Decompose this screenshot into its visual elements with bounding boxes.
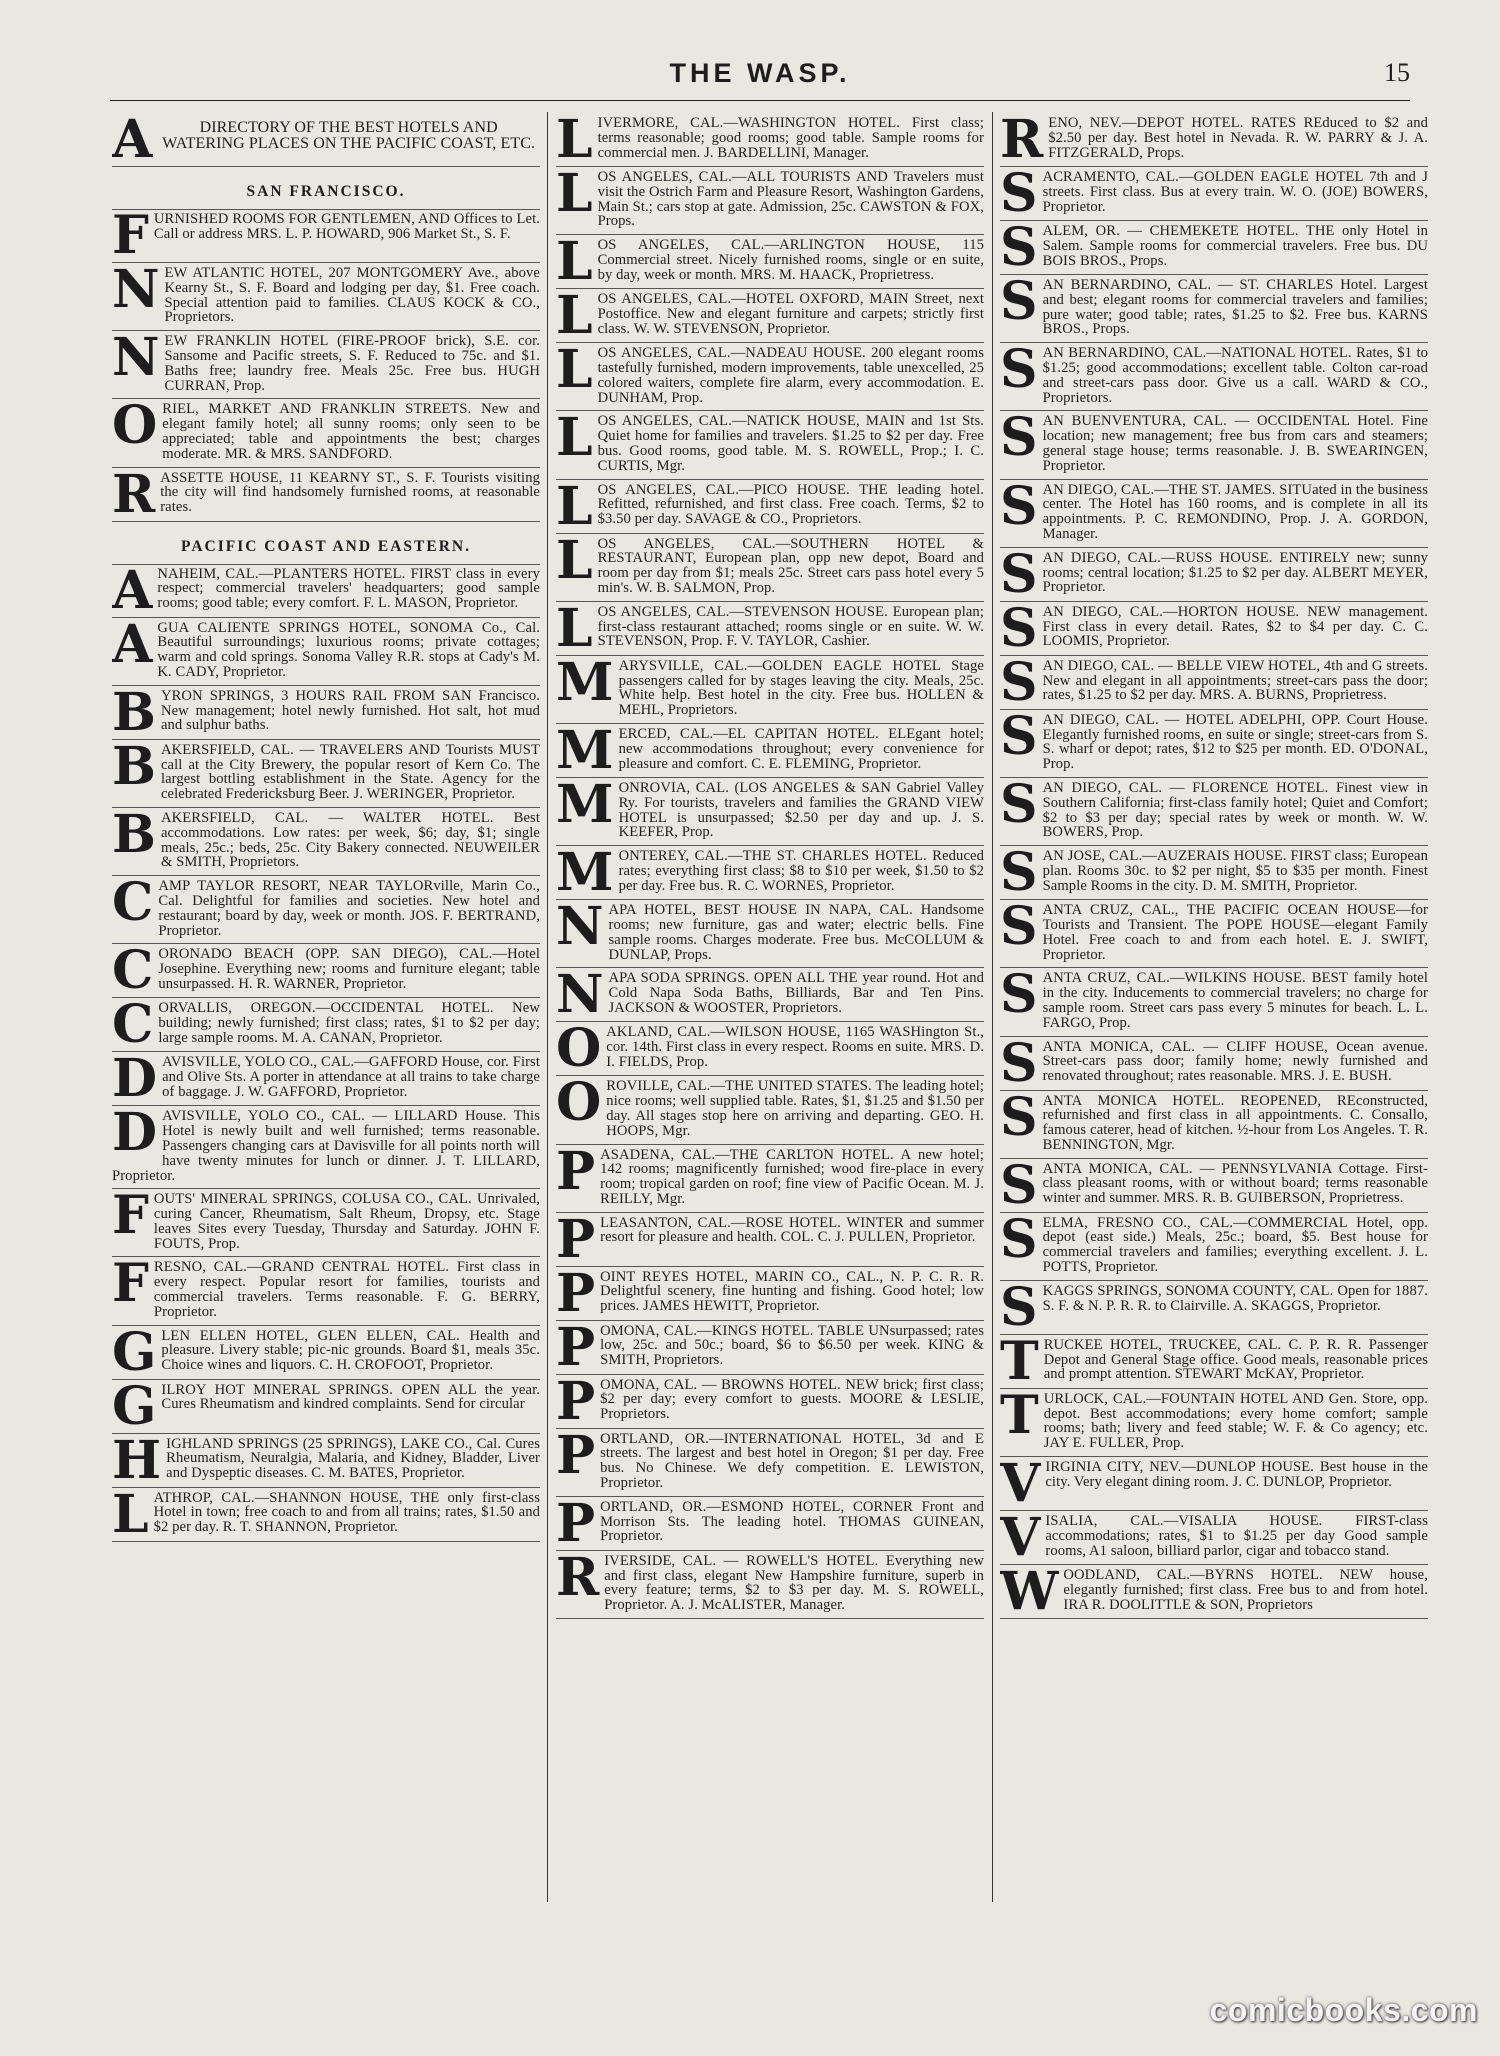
drop-cap: F	[112, 1257, 149, 1315]
drop-cap: P	[556, 1320, 596, 1375]
listing-entry	[556, 778, 984, 846]
listing-text: ONROVIA, CAL. (LOS ANGELES & SAN Gabriel Valley Ry. For tourists, travelers and families the GRAND VIEW HOTEL is unsurpassed; $2.50 per day and up. J. S. KEEFER, Prop.	[618, 779, 984, 841]
listing-text: AVISVILLE, YOLO CO., CAL. — LILLARD House. This Hotel is newly built and well furnished; terms reasonable. Passengers changing cars at Davisville for all points north will have twenty minutes for lunch or dinner. J. T. LILLARD, Proprietor.	[112, 1108, 540, 1184]
column-3	[1000, 114, 1428, 1900]
listing-entry	[556, 343, 984, 411]
listing-group-san-francisco	[112, 210, 540, 522]
listing-text: IRGINIA CITY, NEV.—DUNLOP HOUSE. Best house in the city. Very elegant dining room. J. C. DUNLOP, Proprietor.	[1045, 1459, 1428, 1490]
drop-cap: T	[1000, 1388, 1039, 1446]
listing-entry	[1000, 411, 1428, 479]
listing-text: AN BERNARDINO, CAL. — ST. CHARLES Hotel. Largest and best; elegant rooms for commercial travelers and families; pure water; good table; rates, $1.25 to $2. Free bus. KARNS BROS., Props.	[1042, 277, 1428, 338]
listing-text: IGHLAND SPRINGS (25 SPRINGS), LAKE CO., Cal. Cures Rheumatism, Neuralgia, Malaria, and Kidney, Bladder, Liver and Dyspeptic diseases. C. M. BATES, Proprietor.	[166, 1435, 540, 1482]
drop-cap: L	[556, 235, 593, 290]
drop-cap: L	[556, 411, 593, 469]
column-2	[556, 114, 984, 1900]
listing-entry	[112, 876, 540, 944]
listing-text: ANTA CRUZ, CAL.—WILKINS HOUSE. BEST family hotel in the city. Inducements to commercial travelers; no charge for sample room. Street cars pass every 5 minutes for beach. L. L. FARGO, Prop.	[1042, 970, 1428, 1031]
section-heading-san-francisco: SAN FRANCISCO.	[112, 167, 540, 210]
listing-entry	[112, 331, 540, 399]
listing-text: OS ANGELES, CAL.—NATICK HOUSE, MAIN and 1st Sts. Quiet home for families and travelers. $1.25 to $2 per day. Free bus. Good rooms, good table. M. S. ROWELL, Prop.; I. C. CURTIS, Mgr.	[597, 413, 984, 474]
drop-cap: N	[112, 331, 160, 389]
drop-cap: O	[556, 1022, 602, 1077]
listing-text: ORVALLIS, OREGON.—OCCIDENTAL HOTEL. New building; newly furnished; first class; rates, $1 to $2 per day; large sample rooms. M. A. CANAN, Proprietor.	[158, 1000, 540, 1046]
page-number: 15	[1384, 58, 1410, 87]
listing-entry	[112, 740, 540, 808]
listing-text: ALEM, OR. — CHEMEKETE HOTEL. THE only Hotel in Salem. Sample rooms for commercial travelers. Free bus. DU BOIS BROS., Props.	[1042, 223, 1428, 269]
listing-entry	[1000, 480, 1428, 548]
listing-text: OS ANGELES, CAL.—ALL TOURISTS AND Travelers must visit the Ostrich Farm and Pleasure Resort, Washington Gardens, Main St.; cars stop at gate. Admission, 25c. CAWSTON & FOX, Props.	[597, 169, 984, 230]
drop-cap: P	[556, 1266, 596, 1321]
listing-text: AN DIEGO, CAL. — FLORENCE HOTEL. Finest view in Southern California; first-class family hotel; Quiet and Comfort; $2 to $3 per day; special rates by week or month. W. W. BOWERS, Prop.	[1042, 779, 1428, 841]
listing-entry	[556, 1076, 984, 1144]
listing-group-pacific	[112, 565, 540, 1542]
listing-text: GUA CALIENTE SPRINGS HOTEL, SONOMA Co., Cal. Beautiful surroundings; luxurious rooms; private cottages; warm and cold springs. Sonoma Valley R.R. stops at Cady's M. K. CADY, Proprietor.	[157, 619, 540, 680]
listing-text: OUTS' MINERAL SPRINGS, COLUSA CO., CAL. Unrivaled, curing Cancer, Rheumatism, Salt Rheum, Dropsy, etc. Stage leaves Sites every Tuesday, Thursday and Saturday. JOHN F. FOUTS, Prop.	[153, 1191, 540, 1252]
listing-entry	[556, 1267, 984, 1321]
listing-entry	[1000, 1213, 1428, 1281]
listing-text: AKERSFIELD, CAL. — TRAVELERS AND Tourists MUST call at the City Brewery, the popular resort of Kern Co. The largest bottling establishment in the State. Agency for the celebrated Fredericksburg Beer. J. WERINGER, Proprietor.	[160, 741, 540, 803]
listing-text: LEASANTON, CAL.—ROSE HOTEL. WINTER and summer resort for pleasure and health. COL. C. J. PULLEN, Proprietor.	[600, 1214, 984, 1246]
drop-cap: L	[556, 343, 593, 401]
listing-text: APA HOTEL, BEST HOUSE IN NAPA, CAL. Handsome rooms; new furniture, gas and water; electric bells. Fine sample rooms. Charges moderate. Free bus. McCOLLUM & DUNLAP, Props.	[608, 902, 984, 963]
listing-entry	[556, 602, 984, 656]
drop-cap: M	[556, 846, 614, 901]
listing-entry	[112, 1106, 540, 1189]
column-divider	[992, 112, 993, 1902]
listing-text: ROVILLE, CAL.—THE UNITED STATES. The leading hotel; nice rooms; well supplied table. Rates, $1, $1.25 and $1.50 per day. All stages stop here on arriving and departing. GEO. H. HOOPS, Mgr.	[606, 1078, 984, 1139]
listing-text: ORTLAND, OR.—ESMOND HOTEL, CORNER Front and Morrison Sts. The leading hotel. THOMAS GUINEAN, Proprietor.	[600, 1498, 984, 1545]
listing-text: AMP TAYLOR RESORT, NEAR TAYLORville, Marin Co., Cal. Delightful for families and societies. New hotel and restaurant; board by day, week or month. JOS. F. BERTRAND, Proprietor.	[158, 878, 540, 939]
listing-text: AN DIEGO, CAL.—HORTON HOUSE. NEW management. First class in every detail. Rates, $2 to $4 per day. C. C. LOOMIS, Proprietor.	[1042, 603, 1428, 650]
listing-entry	[1000, 656, 1428, 710]
listing-text: YRON SPRINGS, 3 HOURS RAIL FROM SAN Francisco. New management; hotel newly furnished. Hot salt, hot mud and sulphur baths.	[160, 687, 540, 734]
listing-entry	[556, 1145, 984, 1213]
listing-entry	[556, 968, 984, 1022]
drop-cap: L	[556, 114, 593, 167]
listing-entry	[112, 808, 540, 876]
listing-text: ISALIA, CAL.—VISALIA HOUSE. FIRST-class accommodations; rates, $1 to $1.25 per day Good sample rooms, A1 saloon, billiard parlor, cigar and tobacco stand.	[1045, 1513, 1428, 1559]
drop-cap: C	[112, 998, 154, 1053]
drop-cap: R	[1000, 114, 1044, 167]
drop-cap: S	[1000, 411, 1038, 469]
listing-entry	[1000, 1457, 1428, 1511]
listing-entry	[112, 263, 540, 331]
listing-text: ARYSVILLE, CAL.—GOLDEN EAGLE HOTEL Stage passengers called for by stages leaving the city. Meals, 25c. White help. Best hotel in the city. Free bus. HOLLEN & MEHL, Proprietors.	[618, 657, 984, 719]
listing-entry	[1000, 1511, 1428, 1565]
column-1	[112, 114, 540, 1900]
intro-text: DIRECTORY OF THE BEST HOTELS AND WATERING PLACES ON THE PACIFIC COAST, ETC.	[162, 119, 536, 152]
drop-cap: P	[556, 1496, 596, 1551]
drop-cap: G	[112, 1325, 157, 1380]
drop-cap: C	[112, 944, 154, 999]
drop-cap: O	[112, 399, 158, 457]
listing-text: AN DIEGO, CAL.—THE ST. JAMES. SITUated in the business center. The Hotel has 160 rooms, and is complete in all its appointments. P. C. REMONDINO, Prop. J. A. GORDON, Manager.	[1042, 481, 1428, 542]
listing-text: OS ANGELES, CAL.—STEVENSON HOUSE. European plan; first-class restaurant attached; rooms single or en suite. W. W. STEVENSON, Prop. F. V. TAYLOR, Cashier.	[597, 603, 984, 650]
drop-cap: L	[112, 1487, 149, 1542]
listing-entry	[112, 399, 540, 467]
drop-cap: P	[556, 1374, 596, 1429]
listing-text: OS ANGELES, CAL.—PICO HOUSE. THE leading hotel. Refitted, refurnished, and first class. Free coach. Terms, $2 to $3.50 per day. SAVAGE & CO., Proprietors.	[597, 481, 984, 528]
listing-text: URLOCK, CAL.—FOUNTAIN HOTEL AND Gen. Store, opp. depot. Best accommodations; every home comfort; sample rooms; bath; livery and feed stable; W. F. & Co agency; etc. JAY E. FULLER, Prop.	[1043, 1390, 1428, 1452]
drop-cap: F	[112, 1189, 149, 1247]
drop-cap: M	[556, 777, 614, 835]
listing-text: OS ANGELES, CAL.—SOUTHERN HOTEL & RESTAURANT, European plan, opp new depot, Board and room per day from $1; meals 25c. Street cars pass hotel every 5 min's. W. B. SALMON, Prop.	[597, 535, 984, 596]
listing-text: KAGGS SPRINGS, SONOMA COUNTY, CAL. Open for 1887. S. F. & N. P. R. R. to Clairville. A. SKAGGS, Proprietor.	[1042, 1282, 1428, 1314]
listing-entry	[112, 1257, 540, 1325]
drop-cap: B	[112, 807, 156, 865]
listing-entry	[556, 1429, 984, 1497]
listing-entry	[112, 1189, 540, 1257]
listing-text: ASSETTE HOUSE, 11 KEARNY ST., S. F. Tourists visiting the city will find handsomely furnished rooms, at reasonable rates.	[160, 469, 540, 516]
drop-cap: S	[1000, 547, 1038, 602]
drop-cap: A	[112, 114, 153, 167]
drop-cap: S	[1000, 601, 1038, 656]
listing-text: AKERSFIELD, CAL. — WALTER HOTEL. Best accommodations. Low rates: per week, $6; day, $1; single meals, 25c.; beds, 25c. City Bakery connected. NEUWEILER & SMITH, Proprietors.	[160, 809, 540, 871]
listing-entry	[556, 846, 984, 900]
drop-cap: N	[556, 900, 604, 958]
listing-group-column-2	[556, 114, 984, 1619]
drop-cap: S	[1000, 1212, 1038, 1270]
drop-cap: R	[556, 1550, 600, 1608]
listing-entry	[1000, 343, 1428, 411]
drop-cap: S	[1000, 275, 1038, 332]
directory-intro	[112, 114, 540, 167]
listing-entry	[1000, 275, 1428, 343]
listing-entry	[1000, 778, 1428, 846]
listing-entry	[1000, 1565, 1428, 1619]
listing-text: AN JOSE, CAL.—AUZERAIS HOUSE. FIRST class; European plan. Rooms 30c. to $2 per night, $5 to $35 per month. Finest Sample Rooms in the city. D. M. SMITH, Proprietor.	[1042, 848, 1428, 894]
listing-entry	[1000, 1281, 1428, 1335]
listing-entry	[1000, 1389, 1428, 1457]
listing-entry	[556, 900, 984, 968]
listing-text: ANTA MONICA HOTEL. REOPENED, REconstructed, refurnished and first class in all appointments. C. Consallo, famous caterer, head of kitchen. ½-hour from Los Angeles. T. R. BENNINGTON, Mgr.	[1042, 1092, 1428, 1153]
drop-cap: P	[556, 1428, 596, 1486]
listing-entry	[556, 411, 984, 479]
drop-cap: N	[556, 968, 604, 1023]
listing-entry	[1000, 114, 1428, 167]
listing-entry	[556, 480, 984, 534]
drop-cap: T	[1000, 1334, 1039, 1389]
listing-text: AVISVILLE, YOLO CO., CAL.—GAFFORD House, cor. First and Olive Sts. A porter in attendance at all trains to take charge of baggage. J. W. GAFFORD, Proprietor.	[162, 1054, 540, 1100]
listing-entry	[1000, 900, 1428, 968]
listing-text: IVERMORE, CAL.—WASHINGTON HOTEL. First class; terms reasonable; good rooms; good table. Sample rooms for commercial men. J. BARDELLINI, Manager.	[597, 115, 984, 161]
drop-cap: S	[1000, 655, 1038, 710]
listing-text: ORTLAND, OR.—INTERNATIONAL HOTEL, 3d and E streets. The largest and best hotel in Oregon; $1 per day. Free bus. No Chinese. We defy competition. E. LEWISTON, Proprietor.	[600, 1430, 984, 1492]
drop-cap: W	[1000, 1565, 1059, 1620]
drop-cap: L	[556, 289, 593, 344]
listing-entry	[1000, 846, 1428, 900]
drop-cap: S	[1000, 479, 1038, 537]
listing-entry	[112, 210, 540, 263]
listing-entry	[1000, 602, 1428, 656]
drop-cap: S	[1000, 1158, 1038, 1213]
drop-cap: D	[112, 1106, 158, 1164]
drop-cap: B	[112, 685, 156, 740]
drop-cap: O	[556, 1076, 602, 1134]
listing-text: OMONA, CAL. — BROWNS HOTEL. NEW brick; first class; $2 per day; every comfort to guests. MOORE & LESLIE, Proprietors.	[600, 1376, 984, 1423]
drop-cap: S	[1000, 1280, 1038, 1335]
listing-entry	[1000, 968, 1428, 1036]
listing-text: ENO, NEV.—DEPOT HOTEL. RATES REduced to $2 and $2.50 per day. Best hotel in Nevada. R. W. PARRY & J. A. FITZGERALD, Props.	[1048, 115, 1428, 161]
listing-entry	[556, 1022, 984, 1076]
listing-text: ANTA MONICA, CAL. — PENNSYLVANIA Cottage. First-class pleasant rooms, with or without board; terms reasonable winter and summer. MRS. R. B. GUIBERSON, Proprietress.	[1042, 1160, 1428, 1207]
listing-entry	[112, 468, 540, 522]
listing-entry	[556, 235, 984, 289]
listing-text: IVERSIDE, CAL. — ROWELL'S HOTEL. Everything new and first class, elegant New Hampshire furniture, superb in every feature; terms, $2 to $3 per day. M. S. ROWELL, Proprietor. A. J. McALISTER, Manager.	[604, 1552, 984, 1614]
listing-text: RESNO, CAL.—GRAND CENTRAL HOTEL. First class in every respect. Popular resort for families, tourists and commercial travelers. Terms reasonable. F. G. BERRY, Proprietor.	[153, 1259, 540, 1320]
column-divider	[547, 112, 548, 1902]
drop-cap: S	[1000, 846, 1038, 901]
drop-cap: M	[556, 655, 614, 713]
listing-text: RUCKEE HOTEL, TRUCKEE, CAL. C. P. R. R. Passenger Depot and General Stage office. Good meals, reasonable prices and prompt attention. STEWART McKAY, Proprietor.	[1043, 1336, 1428, 1383]
listing-entry	[1000, 221, 1428, 275]
listing-text: AN BUENVENTURA, CAL. — OCCIDENTAL Hotel. Fine location; new management; free bus from cars and steamers; general stage house; terms reasonable. J. B. SWEARINGEN, Proprietor.	[1042, 413, 1428, 474]
listing-text: ELMA, FRESNO CO., CAL.—COMMERCIAL Hotel, opp. depot (east side.) Meals, 25c.; board, $5. Best house for commercial travelers and families; everything excellent. J. L. POTTS, Proprietor.	[1042, 1214, 1428, 1276]
listing-text: OODLAND, CAL.—BYRNS HOTEL. NEW house, elegantly furnished; first class. Free bus to and from hotel. IRA R. DOOLITTLE & SON, Proprietors	[1063, 1567, 1428, 1613]
section-heading-pacific-coast: PACIFIC COAST AND EASTERN.	[112, 522, 540, 565]
drop-cap: M	[556, 723, 614, 778]
listing-entry	[556, 724, 984, 778]
listing-entry	[556, 114, 984, 167]
listing-text: ORONADO BEACH (OPP. SAN DIEGO), CAL.—Hotel Josephine. Everything new; rooms and furniture elegant; table unsurpassed. H. R. WARNER, Proprietor.	[158, 946, 540, 992]
listing-entry	[556, 1551, 984, 1619]
drop-cap: S	[1000, 777, 1038, 835]
drop-cap: S	[1000, 221, 1038, 275]
listing-entry	[112, 998, 540, 1052]
watermark-logo: comicbooks.com	[1209, 1992, 1478, 2028]
listing-text: OS ANGELES, CAL.—NADEAU HOUSE. 200 elegant rooms tastefully furnished, modern improvements, table unexcelled, 25 colored waiters, complete fire alarm, every accommodation. E. DUNHAM, Prop.	[597, 345, 984, 406]
listing-text: ANTA MONICA, CAL. — CLIFF HOUSE, Ocean avenue. Street-cars pass door; family home; newly furnished and renovated throughout; rates reasonable. MRS. J. E. BUSH.	[1042, 1038, 1428, 1085]
listing-entry	[112, 565, 540, 618]
drop-cap: G	[112, 1379, 157, 1434]
drop-cap: S	[1000, 167, 1038, 221]
listing-entry	[556, 167, 984, 235]
listing-entry	[556, 1497, 984, 1551]
listing-entry	[112, 1380, 540, 1434]
listing-entry	[112, 686, 540, 740]
listing-entry	[1000, 1091, 1428, 1159]
listing-text: ANTA CRUZ, CAL., THE PACIFIC OCEAN HOUSE—for Tourists and Transient. The POPE HOUSE—elegant Family Hotel. Free coach to and from each hotel. E. J. SWIFT, Proprietor.	[1042, 902, 1428, 963]
listing-text: EW FRANKLIN HOTEL (FIRE-PROOF brick), S.E. cor. Sansome and Pacific streets, S. F. Reduced to 75c. and $1. Baths free; laundry free. Meals 25c. Free bus. HUGH CURRAN, Prop.	[164, 333, 540, 394]
listing-entry	[112, 1488, 540, 1542]
listing-entry	[556, 1213, 984, 1267]
drop-cap: L	[556, 601, 593, 656]
listing-text: EW ATLANTIC HOTEL, 207 MONTGOMERY Ave., above Kearny St., S. F. Board and lodging per day, $1. Free coach. Special attention paid to families. CLAUS KOCK & CO., Proprietors.	[164, 265, 540, 326]
listing-text: ONTEREY, CAL.—THE ST. CHARLES HOTEL. Reduced rates; everything first class; $8 to $10 per week, $1.50 to $2 per day. Free bus. R. C. WORNES, Proprietor.	[618, 848, 984, 894]
listing-text: APA SODA SPRINGS. OPEN ALL THE year round. Hot and Cold Napa Soda Baths, Billiards, Bar and Ten Pins. JACKSON & WOOSTER, Proprietors.	[608, 970, 984, 1016]
listing-entry	[1000, 548, 1428, 602]
drop-cap: S	[1000, 968, 1038, 1026]
drop-cap: S	[1000, 1036, 1038, 1091]
drop-cap: P	[556, 1144, 596, 1202]
drop-cap: P	[556, 1212, 596, 1267]
listing-entry	[112, 618, 540, 686]
listing-text: AN DIEGO, CAL. — BELLE VIEW HOTEL, 4th and G streets. New and elegant in all appointments; street-cars pass the door; rates, $1.25 to $2 per day. MRS. A. BURNS, Proprietress.	[1042, 657, 1428, 704]
listing-entry	[1000, 1159, 1428, 1213]
listing-entry	[556, 1375, 984, 1429]
drop-cap: S	[1000, 709, 1038, 767]
listing-entry	[1000, 710, 1428, 778]
listing-text: AKLAND, CAL.—WILSON HOUSE, 1165 WASHington St., cor. 14th. First class in every respect. Rooms en suite. MRS. D. I. FIELDS, Prop.	[606, 1024, 984, 1070]
listing-text: ATHROP, CAL.—SHANNON HOUSE, THE only first-class Hotel in town; free coach to and from all trains; rates, $1.50 and $2 per day. R. T. SHANNON, Proprietor.	[153, 1489, 540, 1536]
listing-text: LEN ELLEN HOTEL, GLEN ELLEN, CAL. Health and pleasure. Livery stable; pic-nic grounds. Board $1, meals 35c. Choice wines and liquors. C. H. CROFOOT, Proprietor.	[161, 1327, 540, 1374]
drop-cap: V	[1000, 1457, 1041, 1512]
listing-entry	[1000, 1037, 1428, 1091]
listing-text: AN DIEGO, CAL. — HOTEL ADELPHI, OPP. Court House. Elegantly furnished rooms, en suite or single; street-cars from S. S. wharf or depot; rates, $12 to $25 per month. ED. O'DONAL, Prop.	[1042, 711, 1428, 773]
listing-entry	[112, 1326, 540, 1380]
drop-cap: B	[112, 739, 156, 797]
drop-cap: D	[112, 1052, 158, 1107]
masthead	[110, 58, 1410, 90]
drop-cap: N	[112, 263, 160, 320]
listing-text: ASADENA, CAL.—THE CARLTON HOTEL. A new hotel; 142 rooms; magnificently furnished; wood fire-place in every room; tropical garden on roof; fine view of Pacific Ocean. M. J. REILLY, Mgr.	[600, 1146, 984, 1207]
masthead-rule	[110, 100, 1410, 101]
drop-cap: L	[556, 533, 593, 591]
listing-entry	[112, 1434, 540, 1488]
drop-cap: S	[1000, 1090, 1038, 1148]
drop-cap: A	[112, 617, 153, 675]
listing-text: URNISHED ROOMS FOR GENTLEMEN, AND Offices to Let. Call or address MRS. L. P. HOWARD, 906 Market St., S. F.	[153, 211, 540, 242]
listing-text: OMONA, CAL.—KINGS HOTEL. TABLE UNsurpassed; rates low, 25c. and 50c.; board, $6 to $6.50 per week. KING & SMITH, Proprietors.	[600, 1322, 984, 1369]
listing-text: RIEL, MARKET AND FRANKLIN STREETS. New and elegant family hotel; all sunny rooms; only seen to be appreciated; table and appointments the best; charges moderate. MR. & MRS. SANDFORD.	[162, 401, 540, 462]
listing-text: AN DIEGO, CAL.—RUSS HOUSE. ENTIRELY new; sunny rooms; central location; $1.25 to $2 per day. ALBERT MEYER, Proprietor.	[1042, 549, 1428, 596]
page-title: THE WASP.	[669, 58, 851, 88]
drop-cap: S	[1000, 900, 1038, 958]
listing-text: OINT REYES HOTEL, MARIN CO., CAL., N. P. C. R. R. Delightful scenery, fine hunting and fishing. Good hotel; low prices. JAMES HEWITT, Proprietor.	[600, 1268, 984, 1315]
listing-text: NAHEIM, CAL.—PLANTERS HOTEL. FIRST class in every respect; commercial travelers' headquarters; good sample rooms; good table; every comfort. F. L. MASON, Proprietor.	[157, 565, 540, 612]
listing-entry	[1000, 1335, 1428, 1389]
listing-entry	[112, 1052, 540, 1106]
listing-entry	[556, 289, 984, 343]
listing-text: ACRAMENTO, CAL.—GOLDEN EAGLE HOTEL 7th and J streets. First class. Bus at every train. W. O. (JOE) BOWERS, Proprietor.	[1042, 169, 1428, 215]
listing-text: AN BERNARDINO, CAL.—NATIONAL HOTEL. Rates, $1 to $1.25; good accommodations; excellent table. Colton car-road and street-cars pass door. Give us a call. WARD & CO., Proprietors.	[1042, 345, 1428, 406]
listing-entry	[1000, 167, 1428, 221]
drop-cap: R	[112, 467, 156, 522]
listing-text: ILROY HOT MINERAL SPRINGS. OPEN ALL the year. Cures Rheumatism and kindred complaints. Send for circular	[161, 1381, 540, 1413]
listing-text: OS ANGELES, CAL.—HOTEL OXFORD, MAIN Street, next Postoffice. New and elegant furniture and carpets; strictly first class. W. W. STEVENSON, Proprietor.	[597, 291, 984, 337]
drop-cap: L	[556, 479, 593, 534]
listing-entry	[556, 534, 984, 602]
listing-entry	[112, 944, 540, 998]
listing-text: ERCED, CAL.—EL CAPITAN HOTEL. ELEgant hotel; new accommodations throughout; every convenience for pleasure and comfort. C. E. FLEMING, Proprietor.	[618, 725, 984, 772]
listing-text: OS ANGELES, CAL.—ARLINGTON HOUSE, 115 Commercial street. Nicely furnished rooms, single or en suite, by day, week or month. MRS. M. HAACK, Proprietress.	[597, 237, 984, 283]
drop-cap: A	[112, 564, 153, 618]
listing-entry	[556, 1321, 984, 1375]
listing-group-column-3	[1000, 114, 1428, 1619]
drop-cap: C	[112, 876, 154, 934]
drop-cap: V	[1000, 1511, 1041, 1566]
listing-entry	[556, 656, 984, 724]
drop-cap: L	[556, 167, 593, 224]
drop-cap: S	[1000, 343, 1038, 401]
drop-cap: H	[112, 1433, 162, 1488]
drop-cap: F	[112, 210, 149, 263]
